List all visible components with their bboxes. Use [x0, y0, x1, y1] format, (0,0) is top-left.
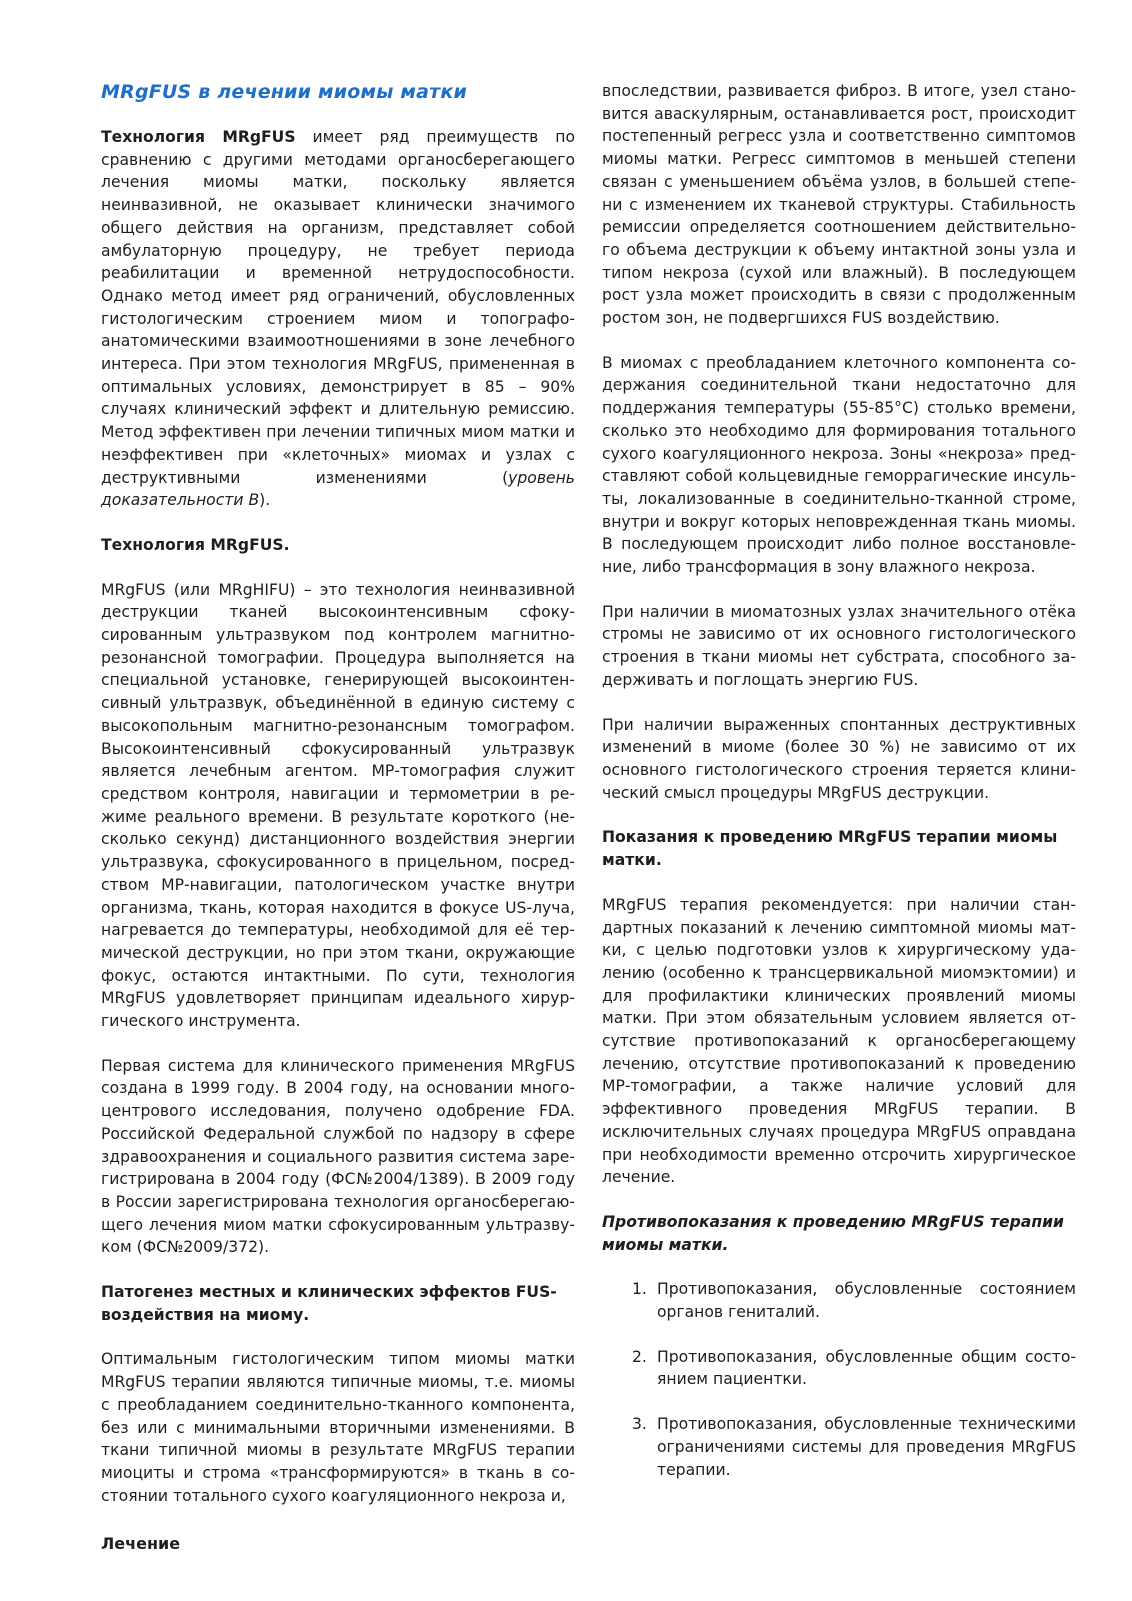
right-column: [602, 80, 1076, 1503]
contraindications-list: [602, 1278, 1076, 1481]
heading-technology: Технология MRgFUS.: [101, 535, 290, 554]
destructive-paragraph: При наличии выраженных спонтанных деструктивных изменений в миоме (более 30 %) не зависимо от их основного гистологического строения теряется клинический смысл процедуры MRgFUS деструкции.: [602, 715, 1076, 802]
section-title: MRgFUS в лечении миомы матки: [101, 81, 467, 103]
list-item-text: Противопоказания, обусловленные состоянием органов гениталий.: [657, 1280, 1076, 1322]
list-item-number: 1.: [632, 1280, 647, 1299]
footer-label: Лечение: [101, 1534, 181, 1553]
list-item-number: 2.: [632, 1347, 647, 1366]
list-item: [602, 1346, 1076, 1391]
intro-lead: Технология MRgFUS: [101, 128, 296, 146]
heading-contraindications: Противопоказания к проведению MRgFUS терапии миомы матки.: [602, 1212, 1064, 1254]
list-item-text: Противопоказания, обусловленные общим состоянием пациентки.: [657, 1347, 1076, 1389]
list-item: [602, 1278, 1076, 1323]
pathogenesis-paragraph: Оптимальным гистологическим типом миомы матки MRgFUS терапии являются типичные миомы, т.е. миомы с преобладанием соединительно-тканного компонента, без или с минимальными вторичными изменениями. В ткани типичной миомы в результате MRgFUS терапии миоциты и строма «трансформируются» в ткань в состоянии тотального сухого коагуляционного некроза и,: [101, 1350, 575, 1505]
indications-paragraph: MRgFUS терапия рекомендуется: при наличии стандартных показаний к лечению симптомной миомы матки, с целью подготовки узлов к хирургическому удалению (особенно к трансцервикальной миомэктомии) и для профилактики клинических проявлений миомы матки. При этом обязательным условием является отсутствие противопоказаний к органосберегающему лечению, отсутствие противопоказаний к проведению МР-томографии, а также наличие условий для эффективного проведения MRgFUS терапии. В исключительных случаях процедура MRgFUS оправдана при необходимости временно отсрочить хирургическое лечение.: [602, 895, 1076, 1187]
heading-indications: Показания к проведению MRgFUS терапии миомы матки.: [602, 828, 1058, 870]
list-item-text: Противопоказания, обусловленные техническими ограничениями системы для проведения MRgFUS терапии.: [657, 1415, 1076, 1479]
cellular-paragraph: В миомах с преобладанием клеточного компонента содержания соединительной ткани недостаточно для поддержания температуры (55-85°С) столько времени, сколько это необходимо для формирования тотального сухого коагуляционного некроза. Зоны «некроза» представляют собой кольцевидные геморрагические инсульты, локализованные в соединительно-тканной строме, внутри и вокруг которых неповрежденная ткань миомы. В последующем происходит либо полное восстановление, либо трансформация в зону влажного некроза.: [602, 353, 1076, 577]
edema-paragraph: При наличии в миоматозных узлах значительного отёка стромы не зависимо от их основного гистологического строения в ткани миомы нет субстрата, способного задерживать и поглощать энергию FUS.: [602, 602, 1076, 689]
continuation-paragraph: впоследствии, развивается фиброз. В итоге, узел становится аваскулярным, останавливается рост, происходит постепенный регресс узла и соответственно симптомов миомы матки. Регресс симптомов в меньшей степени связан с уменьшением объёма узлов, в большей степени с изменением их тканевой структуры. Стабильность ремиссии определяется соотношением действительного объема деструкции к объему интактной зоны узла и типом некроза (сухой или влажный). В последующем рост узла может происходить в связи с продолженным ростом зон, не подвергшихся FUS воздействию.: [602, 82, 1076, 328]
history-paragraph: Первая система для клинического применения MRgFUS создана в 1999 году. В 2004 году, на основании многоцентрового исследования, получено одобрение FDA. Российской Федеральной службой по надзору в сфере здравоохранения и социального развития система зарегистрирована в 2004 году (ФС№2004/1389). В 2009 году в России зарегистрирована технология органосберегающего лечения миом матки сфокусированным ультразвуком (ФС№2009/372).: [101, 1056, 575, 1257]
evidence-level: уровень доказательности B: [101, 468, 575, 510]
heading-pathogenesis: Патогенез местных и клинических эффектов FUS-воздействия на миому.: [101, 1283, 557, 1324]
intro-text: имеет ряд преимуществ по сравнению с другими методами органосберегающего лечения миомы матки, поскольку является неинвазивной, не оказывает клинически значимого общего действия на организм, представляет собой амбулаторную процедуру, не требует периода реабилитации и временной нетрудоспособности. Однако метод имеет ряд ограничений, обусловленных гистологическим строением миом и топографо-анатомическими взаимоотношениями в зоне лечебного интереса. При этом технология MRgFUS, примененная в оптимальных условиях, демонстрирует в 85 – 90% случаях клинический эффект и длительную ремиссию. Метод эффективен при лечении типичных миом матки и неэффективен при «клеточных» миомах и узлах с деструктивными изменениями (: [101, 128, 575, 487]
intro-paragraph: [101, 126, 575, 512]
list-item: [602, 1413, 1076, 1481]
intro-close: ).: [259, 491, 271, 510]
left-column: [101, 80, 575, 1529]
list-item-number: 3.: [632, 1415, 647, 1434]
technology-paragraph: MRgFUS (или MRgHIFU) – это технология неинвазивной деструкции тканей высокоинтенсивным сфокусированным ультразвуком под контролем магнитно-резонансной томографии. Процедура выполняется на специальной установке, генерирующей высокоинтенсивный ультразвук, объединённой в единую систему с высокопольным магнитно-резонансным томографом. Высокоинтенсивный сфокусированный ультразвук является лечебным агентом. МР-томография служит средством контроля, навигации и термометрии в режиме реального времени. В результате короткого (несколько секунд) дистанционного воздействия энергии ультразвука, сфокусированного в прицельном, посредством МР-навигации, патологическом участке внутри организма, ткань, которая находится в фокусе US-луча, нагревается до температуры, необходимой для её термической деструкции, но при этом ткани, окружающие фокус, остаются интактными. По сути, технология MRgFUS удовлетворяет принципам идеального хирургического инструмента.: [101, 580, 575, 1031]
